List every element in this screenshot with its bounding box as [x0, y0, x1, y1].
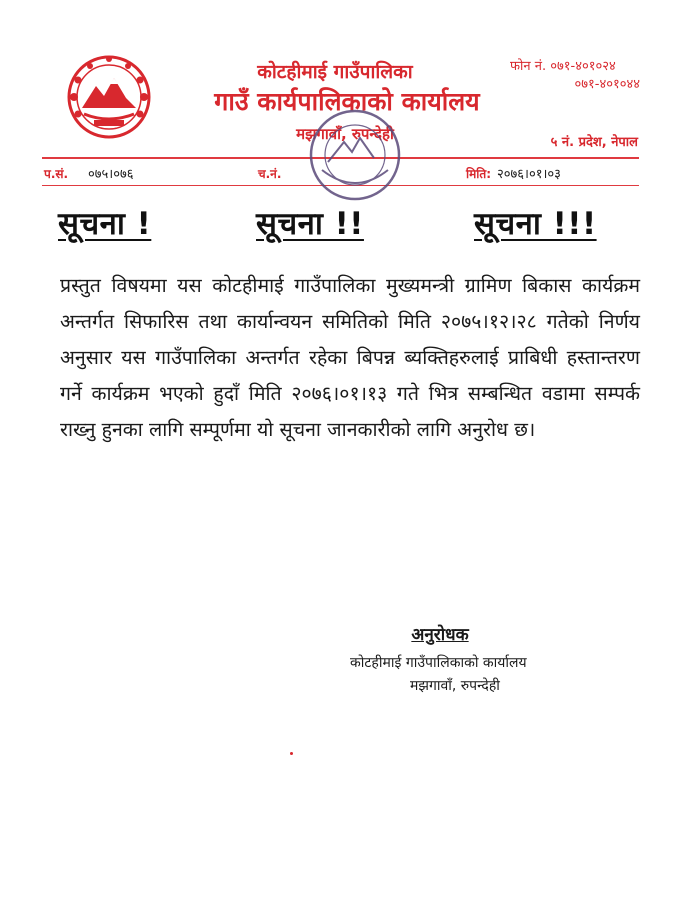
phone-number-1: ०७१-४०१०२४ — [550, 59, 616, 74]
signature-location: मझगावाँ, रुपन्देही — [410, 678, 500, 694]
notice-headings — [42, 202, 642, 250]
notice-body: प्रस्तुत विषयमा यस कोटहीमाई गाउँपालिका मुख्यमन्त्री ग्रामिण बिकास कार्यक्रम अन्तर्गत सिफारिस तथा कार्यान्वयन समितिको मिति २०७५।१२।२८ गतेको निर्णय अनुसार यस गाउँपालिका अन्तर्गत रहेका बिपन्न ब्यक्तिहरुलाई प्राबिधी हस्तान्तरण गर्ने कार्यक्रम भएको हुदाँ मिति २०७६।०१।१३ गते भित्र सम्बन्धित वडामा सम्पर्क राख्नु हुनका लागि सम्पूर्णमा यो सूचना जानकारीको लागि अनुरोध छ। — [60, 274, 640, 441]
signature-office: कोटहीमाई गाउँपालिकाको कार्यालय — [350, 655, 527, 671]
office-stamp — [300, 100, 410, 210]
ps-value: ०७५।०७६ — [88, 167, 134, 182]
phone-number-2: ०७१-४०१०४४ — [574, 77, 640, 92]
signature-block — [350, 622, 600, 695]
signature-title: अनुरोधक — [411, 625, 469, 645]
province: ५ नं. प्रदेश, नेपाल — [550, 135, 638, 150]
notice-heading-3: सूचना !!! — [474, 206, 597, 242]
date-label: मिति: — [466, 167, 492, 181]
cn-label: च.नं. — [258, 167, 282, 181]
phone-label: फोन नं. — [510, 59, 547, 74]
ink-dot — [290, 752, 293, 755]
phone-block — [510, 58, 640, 94]
nepal-emblem-icon — [64, 52, 154, 142]
date-value: २०७६।०१।०३ — [497, 167, 561, 182]
ps-label: प.सं. — [44, 167, 69, 181]
notice-heading-2: सूचना !! — [256, 206, 364, 242]
phone-line-1 — [510, 58, 640, 76]
office-location: मझगावाँ, रुपन्देही — [296, 125, 394, 143]
org-name: कोटहीमाई गाउँपालिका — [257, 61, 413, 83]
office-name: गाउँ कार्यपालिकाको कार्यालय — [214, 87, 480, 116]
notice-heading-1: सूचना ! — [58, 206, 152, 242]
